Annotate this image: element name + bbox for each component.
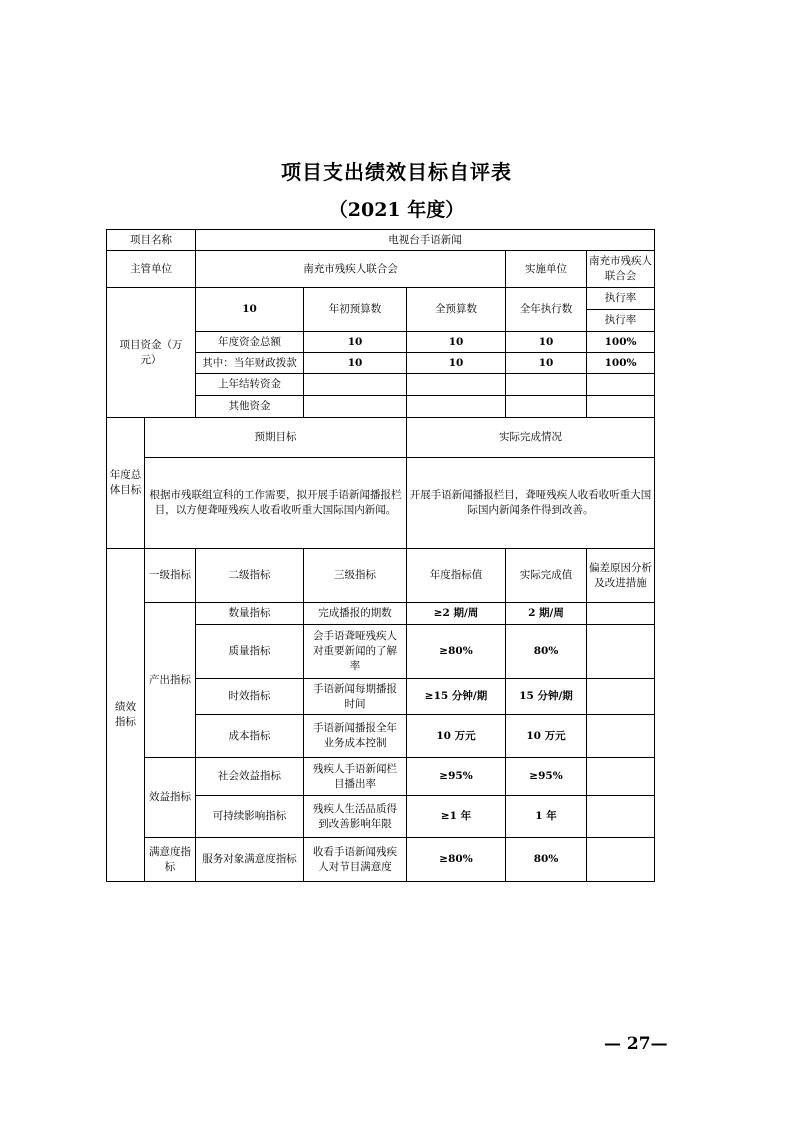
funds-cell — [506, 374, 587, 396]
target-cell: ≥95% — [407, 758, 506, 796]
actual-cell: 80% — [506, 838, 587, 882]
note-cell — [587, 838, 655, 882]
target-cell: ≥80% — [407, 625, 506, 679]
goals-actual-text: 开展手语新闻播报栏目，聋哑残疾人收看收听重大国际国内新闻条件得到改善。 — [407, 458, 655, 549]
level3-cell: 收看手语新闻残疾人对节目满意度 — [304, 838, 407, 882]
level2-cell: 可持续影响指标 — [196, 796, 304, 838]
funds-cell: 10 — [407, 332, 506, 353]
note-cell — [587, 758, 655, 796]
indicator-header: 一级指标 — [145, 549, 196, 603]
funds-row-label: 其他资金 — [196, 396, 304, 418]
page-number: — 27— — [604, 1034, 668, 1054]
funds-cell: 100% — [587, 353, 655, 374]
funds-cell — [587, 396, 655, 418]
level3-cell: 残疾人手语新闻栏目播出率 — [304, 758, 407, 796]
actual-cell: 2 期/周 — [506, 603, 587, 625]
actual-cell: ≥95% — [506, 758, 587, 796]
target-cell: ≥1 年 — [407, 796, 506, 838]
note-cell — [587, 796, 655, 838]
level3-cell: 会手语聋哑残疾人对重要新闻的了解率 — [304, 625, 407, 679]
funds-header-rate-extra: 执行率 — [587, 310, 655, 332]
funds-header-amount: 10 — [196, 288, 304, 332]
level2-cell: 质量指标 — [196, 625, 304, 679]
actual-cell: 15 分钟/期 — [506, 679, 587, 715]
level2-cell: 成本指标 — [196, 715, 304, 758]
level2-cell: 数量指标 — [196, 603, 304, 625]
project-name-label: 项目名称 — [107, 230, 196, 251]
funds-header-executed: 全年执行数 — [506, 288, 587, 332]
project-name-value: 电视台手语新闻 — [196, 230, 655, 251]
level2-cell: 时效指标 — [196, 679, 304, 715]
funds-cell — [304, 396, 407, 418]
level2-cell: 服务对象满意度指标 — [196, 838, 304, 882]
indicator-header: 实际完成值 — [506, 549, 587, 603]
level3-cell: 手语新闻每期播报时间 — [304, 679, 407, 715]
target-cell: ≥15 分钟/期 — [407, 679, 506, 715]
dept-value: 南充市残疾人联合会 — [196, 251, 506, 288]
indicators-label: 绩效指标 — [107, 549, 145, 882]
funds-header-rate: 执行率 — [587, 288, 655, 310]
note-cell — [587, 625, 655, 679]
level3-cell: 完成播报的期数 — [304, 603, 407, 625]
performance-table — [106, 229, 655, 882]
note-cell — [587, 603, 655, 625]
level1-benefit: 效益指标 — [145, 758, 196, 838]
level1-satisfaction: 满意度指标 — [145, 838, 196, 882]
impl-label: 实施单位 — [506, 251, 587, 288]
target-cell: ≥80% — [407, 838, 506, 882]
funds-cell: 10 — [304, 353, 407, 374]
indicator-header: 三级指标 — [304, 549, 407, 603]
indicator-header: 二级指标 — [196, 549, 304, 603]
funds-cell: 10 — [407, 353, 506, 374]
target-cell: ≥2 期/周 — [407, 603, 506, 625]
actual-cell: 10 万元 — [506, 715, 587, 758]
funds-cell — [407, 396, 506, 418]
funds-cell: 10 — [506, 353, 587, 374]
impl-value: 南充市残疾人联合会 — [587, 251, 655, 288]
funds-cell: 10 — [506, 332, 587, 353]
document-year: （2021 年度） — [328, 199, 465, 221]
actual-cell: 80% — [506, 625, 587, 679]
funds-cell: 10 — [304, 332, 407, 353]
funds-cell: 100% — [587, 332, 655, 353]
funds-header-full-budget: 全预算数 — [407, 288, 506, 332]
funds-row-label: 其中：当年财政拨款 — [196, 353, 304, 374]
level1-output: 产出指标 — [145, 603, 196, 758]
goals-expected-header: 预期目标 — [145, 418, 407, 458]
funds-cell — [304, 374, 407, 396]
funds-header-initial-budget: 年初预算数 — [304, 288, 407, 332]
funds-cell — [407, 374, 506, 396]
document-title: 项目支出绩效目标自评表 — [281, 160, 512, 184]
funds-row-label: 上年结转资金 — [196, 374, 304, 396]
note-cell — [587, 715, 655, 758]
goals-expected-text: 根据市残联组宣科的工作需要，拟开展手语新闻播报栏目，以方便聋哑残疾人收看收听重大国际国内新闻。 — [145, 458, 407, 549]
funds-cell — [506, 396, 587, 418]
dept-label: 主管单位 — [107, 251, 196, 288]
funds-cell — [587, 374, 655, 396]
funds-label: 项目资金（万元） — [107, 288, 196, 418]
goals-actual-header: 实际完成情况 — [407, 418, 655, 458]
funds-row-label: 年度资金总额 — [196, 332, 304, 353]
indicator-header: 偏差原因分析及改进措施 — [587, 549, 655, 603]
note-cell — [587, 679, 655, 715]
level3-cell: 手语新闻播报全年业务成本控制 — [304, 715, 407, 758]
level3-cell: 残疾人生活品质得到改善影响年限 — [304, 796, 407, 838]
level2-cell: 社会效益指标 — [196, 758, 304, 796]
goals-label: 年度总体目标 — [107, 418, 145, 549]
actual-cell: 1 年 — [506, 796, 587, 838]
target-cell: 10 万元 — [407, 715, 506, 758]
indicator-header: 年度指标值 — [407, 549, 506, 603]
